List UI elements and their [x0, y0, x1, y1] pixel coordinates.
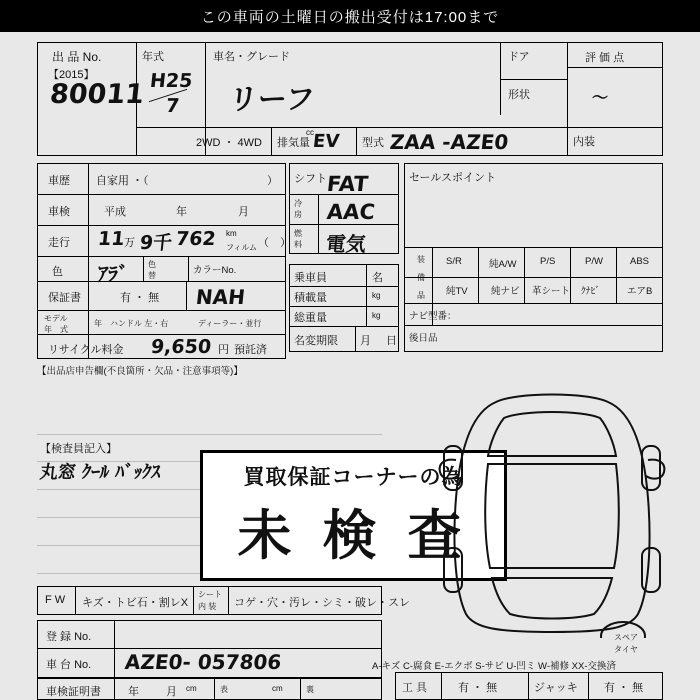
lot-label: 出 品 No. — [52, 50, 102, 64]
inspection-month: 月 — [238, 206, 249, 218]
mileage-man-unit: 万 — [124, 237, 135, 249]
recycle-value: 9,650 — [149, 336, 213, 358]
nav-type-label: ナビ型番： — [409, 311, 457, 322]
name-grade-label: 車名・グレード — [213, 51, 290, 63]
left-block — [37, 163, 286, 359]
color-label: 色 — [52, 266, 63, 278]
shift-label: シフト — [294, 173, 327, 185]
shift-value: FAT — [325, 172, 370, 196]
name-change-label: 名変期限 — [294, 335, 338, 347]
weight-label: 総重量 — [294, 312, 327, 324]
header-div-6 — [356, 127, 357, 156]
cert-ura: 裏 — [306, 685, 314, 694]
history-close: ） — [267, 175, 278, 187]
left-col-4 — [186, 281, 187, 310]
header-row-div-3 — [567, 67, 663, 68]
stamp-line-2: 未 検 査 — [237, 506, 470, 566]
seat-label-2: 内 装 — [198, 602, 217, 611]
sp-col-3 — [570, 247, 571, 303]
stamp-line-1: 買取保証コーナーの為 — [243, 466, 464, 489]
header-row-div-4 — [567, 127, 663, 128]
equip-r2c1: 純TV — [446, 286, 468, 297]
recycle-label: リサイクル料金 — [48, 344, 124, 356]
handle-label: ハンドル 左・右 — [110, 319, 169, 328]
dealer-label: ディーラー・並行 — [198, 319, 262, 328]
lot-year: 【2015】 — [48, 69, 95, 81]
mileage-sen: 9千 — [138, 232, 174, 254]
cert-col-2 — [214, 678, 215, 700]
sp-row-3 — [404, 303, 663, 304]
sp-row-2 — [404, 277, 663, 278]
inspection-label: 車検 — [48, 206, 70, 218]
inspector-memo: 丸窓 ｸｰﾙ ﾊﾞｯｸｽ — [38, 462, 162, 483]
auction-sheet: この車両の土曜日の搬出受付は17:00まで 出 品 No. 【2015】 80011 年式 H25 7 車名・グレード リーフ ドア 形状 評 価 点 ～ 内装 2WD ・ 4WD 排気量 cc EV 型式 ZAA -AZE0 車歴 自家用 ・（ ） 車検 平成 年 月 走行 11 万 9千 762 km フィルム （ ） 色 ｱﾗﾞ 色 替 カラーNo. NAH 保証書 有 ・ 無 モデル 年 式 年 ハンドル 左・右 ディーラー・並行 リサイクル料金 9,650 円 預託済 【出品店申告欄(不良箇所・欠品・注意事項等)】 シフト FAT 冷 房 AAC 燃 料 電気 乗車員 名 積載量 kg 総重量 kg 名変期限 月 日 セールスポイント 装 備 品 S/R 純A/W P/S P/W ABS 純TV 純ナビ 革シート ｸﾅﾋﾞ エアB ナビ型番： 後日品 【検査員記入】 丸窓 ｸｰﾙ ﾊﾞｯｸｽ 買取保証コーナーの為 未 検 査 F W キズ・トビ石・割レX シート 内 装 コゲ・穴・汚レ・シミ・破レ・スレ 登 録 No. 車 台 No. AZE0- 057806 車検証明書 年 月 cm 表 cm 裏 A-キズ C-腐食 E-エクボ S-サビ U-凹ミ W-補修 XX-交換済 工 具 有 ・ 無 ジャッキ 有 ・ 無 スペア タイヤ — [0, 0, 700, 700]
tools-label: 工 具 — [402, 682, 428, 694]
sales-point-title: セールスポイント — [409, 172, 497, 184]
cert-label: 車検証明書 — [46, 686, 101, 698]
ac-label-2: 房 — [294, 210, 302, 219]
name-change-month: 月 — [360, 335, 371, 347]
color-change-label-2: 替 — [148, 271, 156, 280]
left-row-4 — [37, 281, 286, 282]
model-row-year: 年 — [94, 319, 102, 328]
equip-label-2: 備 — [417, 273, 425, 282]
seat-damage-label: コゲ・穴・汚レ・シミ・破レ・スレ — [234, 597, 410, 609]
tools-col-2 — [528, 672, 529, 700]
register-row-1 — [37, 648, 382, 649]
load-label: 積載量 — [294, 292, 327, 304]
mid2-row-1 — [289, 286, 399, 287]
tools-col-3 — [588, 672, 589, 700]
year-label: 年式 — [142, 51, 164, 63]
load-unit: kg — [372, 291, 381, 300]
model-row-label-2: 年 式 — [44, 325, 68, 334]
seat-label-1: シート — [198, 590, 222, 599]
header-row-div-2 — [500, 79, 567, 80]
fw-label: F W — [45, 594, 66, 606]
left-col-1 — [88, 163, 89, 310]
equip-r1c3: P/S — [540, 256, 556, 267]
rating-value: ～ — [590, 88, 609, 107]
equip-label-1: 装 — [417, 255, 425, 264]
fuel-label-2: 料 — [294, 240, 302, 249]
model-label: 型式 — [362, 137, 384, 149]
equip-r1c4: P/W — [585, 256, 603, 267]
equip-r2c3: 革シート — [532, 286, 571, 297]
mid-row-2 — [289, 224, 399, 225]
equip-r2c4: ｸﾅﾋﾞ — [581, 286, 601, 297]
sp-row-1 — [404, 247, 663, 248]
fw-col-3 — [228, 586, 229, 615]
left-row-3 — [37, 256, 286, 257]
sp-col-4 — [616, 247, 617, 303]
spare-label-2: タイヤ — [614, 645, 638, 654]
damage-label: キズ・トビ石・割レX — [82, 597, 189, 609]
jack-value: 有 ・ 無 — [604, 682, 644, 694]
sales-point-block — [404, 163, 663, 352]
inspection-year: 年 — [176, 206, 187, 218]
left-col-3 — [188, 256, 189, 281]
banner-text: この車両の土曜日の搬出受付は17:00まで — [200, 8, 500, 26]
model-row-label-1: モデル — [44, 314, 68, 323]
cert-col-3 — [300, 678, 301, 700]
cert-year: 年 — [128, 686, 139, 698]
damage-legend: A-キズ C-腐食 E-エクボ S-サビ U-凹ミ W-補修 XX-交換済 — [372, 661, 616, 672]
color-value: ｱﾗﾞ — [96, 262, 130, 286]
shape-label: 形状 — [508, 89, 530, 101]
mileage-man: 11 — [96, 228, 126, 250]
tools-value: 有 ・ 無 — [458, 682, 498, 694]
mid2-row-2 — [289, 306, 399, 307]
name-grade-value: リーフ — [227, 82, 317, 116]
mileage-rest: 762 — [174, 228, 217, 250]
capacity-unit: 名 — [372, 272, 383, 284]
left-row-2 — [37, 225, 286, 226]
displacement-value: EV — [311, 131, 341, 152]
register-col-1 — [114, 620, 115, 678]
name-change-day: 日 — [386, 335, 397, 347]
sp-col-2 — [524, 247, 525, 303]
fw-col-2 — [193, 586, 194, 615]
cert-omote: 表 — [220, 685, 228, 694]
fuel-label-1: 燃 — [294, 229, 302, 238]
cert-cm-1: cm — [186, 684, 197, 693]
equip-r1c5: ABS — [630, 256, 650, 267]
car-diagram — [418, 388, 683, 638]
cert-col-1 — [114, 678, 115, 700]
left-col-2 — [143, 256, 144, 281]
drive-label: 2WD ・ 4WD — [196, 137, 262, 149]
rating-label: 評 価 点 — [585, 52, 625, 64]
equip-r1c2: 純A/W — [489, 259, 517, 270]
left-row-1 — [37, 194, 286, 195]
recycle-deposit: 預託済 — [234, 344, 267, 356]
mileage-km: km — [226, 229, 237, 238]
ac-value: AAC — [325, 200, 377, 224]
equip-r1c1: S/R — [446, 256, 462, 267]
history-label: 車歴 — [48, 175, 70, 187]
history-value: 自家用 ・（ — [96, 175, 149, 187]
color-change-label-1: 色 — [148, 260, 156, 269]
chassis-value: AZE0- 057806 — [123, 650, 283, 674]
spare-label-1: スペア — [614, 633, 638, 642]
sp-col-1 — [478, 247, 479, 303]
cert-cm-2: cm — [272, 684, 283, 693]
equip-r2c2: 純ナビ — [491, 286, 520, 297]
inspector-line-0 — [37, 434, 382, 435]
lot-number: 80011 — [48, 79, 146, 110]
recycle-unit: 円 — [218, 344, 229, 356]
warranty-value: 有 ・ 無 — [120, 292, 160, 304]
header-div-5 — [271, 127, 272, 156]
after-label: 後日品 — [409, 333, 438, 344]
mid2-row-3 — [289, 326, 399, 327]
interior-label: 内装 — [573, 136, 595, 148]
register-label: 登 録 No. — [46, 631, 92, 643]
equip-r2c5: エアB — [627, 286, 653, 297]
mileage-label: 走行 — [48, 237, 70, 249]
displacement-unit: cc — [306, 128, 314, 137]
year-value-top: H25 — [148, 70, 194, 92]
mid-col-1 — [318, 194, 319, 254]
fw-col-1 — [75, 586, 76, 615]
year-value-bottom: 7 — [164, 95, 181, 117]
top-banner — [0, 0, 700, 32]
cert-month: 月 — [166, 686, 177, 698]
ac-label-1: 冷 — [294, 199, 302, 208]
weight-unit: kg — [372, 311, 381, 320]
inspection-value: 平成 — [104, 206, 126, 218]
tools-col-1 — [441, 672, 442, 700]
left-row-6 — [37, 334, 286, 335]
mileage-film: フィルム — [226, 243, 258, 252]
color-code-label: カラーNo. — [193, 265, 237, 276]
door-label: ドア — [508, 51, 530, 63]
申告欄-note: 【出品店申告欄(不良箇所・欠品・注意事項等)】 — [37, 366, 243, 377]
model-value: ZAA -AZE0 — [388, 130, 510, 154]
mid2-col-1 — [366, 264, 367, 326]
jack-label: ジャッキ — [534, 682, 578, 694]
left-row-5 — [37, 310, 286, 311]
color-code-value: NAH — [194, 285, 247, 309]
inspector-title: 【検査員記入】 — [40, 443, 117, 455]
capacity-label: 乗車員 — [294, 272, 327, 284]
equip-label-3: 品 — [417, 291, 425, 300]
displacement-label: 排気量 — [277, 137, 310, 149]
warranty-label: 保証書 — [48, 292, 81, 304]
mid2-col-2 — [355, 326, 356, 352]
header-div-4 — [567, 42, 568, 156]
fuel-value: 電気 — [324, 232, 368, 256]
header-row-div-5 — [136, 127, 205, 128]
chassis-label: 車 台 No. — [46, 659, 92, 671]
sp-row-4 — [404, 325, 663, 326]
